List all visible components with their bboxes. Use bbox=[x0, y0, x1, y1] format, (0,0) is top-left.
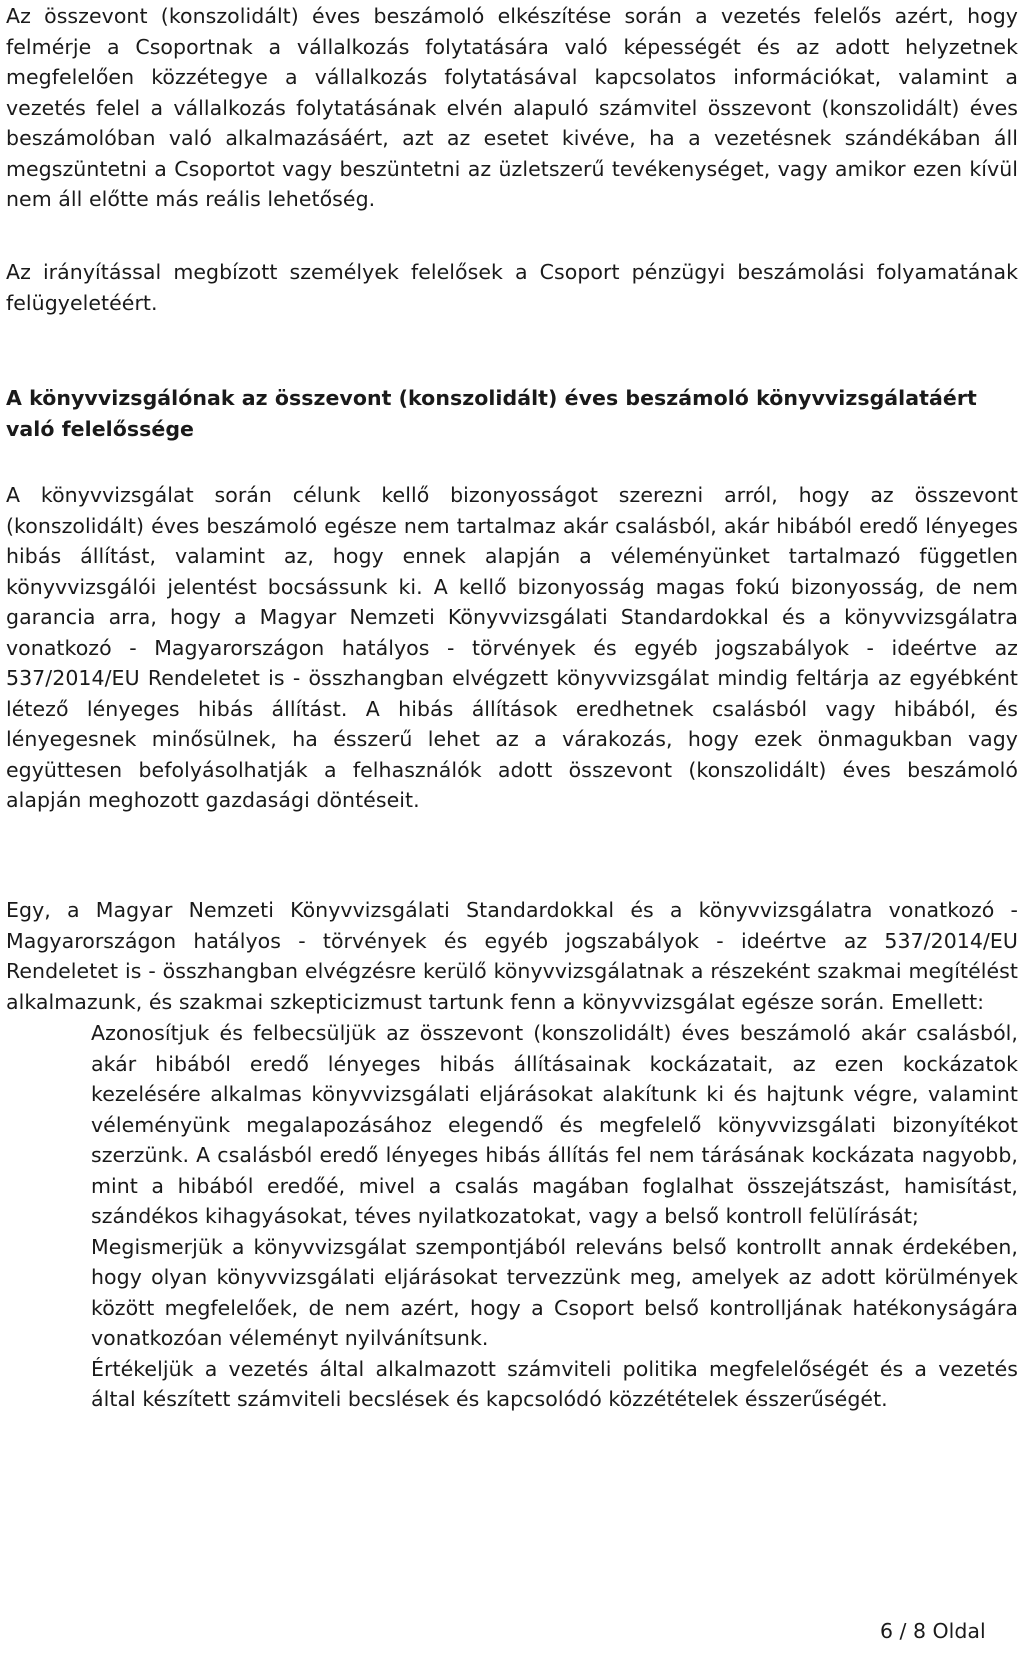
page-number: 6 / 8 Oldal bbox=[880, 1619, 986, 1643]
paragraph-professional-judgment: Egy, a Magyar Nemzeti Könyvvizsgálati Standardokkal és a könyvvizsgálatra vonatkozó - Magyarországon hatályos - törvények és egyéb jogszabályok - ideértve az 537/2014/EU Rendeletet is - összhangban elvégzésre kerülő könyvvizsgálatnak a részeként szakmai megítélést alkalmazunk, és szakmai szkepticizmust tartunk fenn a könyvvizsgálat egésze során. Emellett: bbox=[6, 898, 1018, 1014]
list-item: Azonosítjuk és felbecsüljük az összevont (konszolidált) éves beszámoló akár csalásból, akár hibából eredő lényeges hibás állításainak kockázatait, az ezen kockázatok kezelésére alkalmas könyvvizsgálati eljárásokat alakítunk ki és hajtunk végre, valamint véleményünk megalapozásához elegendő és megfelelő könyvvizsgálati bizonyítékot szerzünk. A csalásból eredő lényeges hibás állítás fel nem tárásának kockázata nagyobb, mint a hibából eredőé, mivel a csalás magában foglalhat összejátszást, hamisítást, szándékos kihagyásokat, téves nyilatkozatokat, vagy a belső kontroll felülírását; bbox=[91, 1021, 1018, 1228]
list-item: Értékeljük a vezetés által alkalmazott számviteli politika megfelelőségét és a vezetés által készített számviteli becslések és kapcsolódó közzétételek ésszerűségét. bbox=[91, 1356, 1018, 1411]
list-item: Megismerjük a könyvvizsgálat szempontjából releváns belső kontrollt annak érdekében, hogy olyan könyvvizsgálati eljárásokat tervezzünk meg, amelyek az adott körülmények között megfelelőek, de nem azért, hogy a Csoport belső kontrolljának hatékonyságára vonatkozóan véleményt nyilvánítsunk. bbox=[91, 1234, 1018, 1350]
paragraph-audit-objective: A könyvvizsgálat során célunk kellő bizonyosságot szerezni arról, hogy az összevont (konszolidált) éves beszámoló egésze nem tartalmaz akár csalásból, akár hibából eredő lényeges hibás állítást, valamint az, hogy ennek alapján a véleményünket tartalmazó független könyvvizsgálói jelentést bocsássunk ki. A kellő bizonyosság magas fokú bizonyosság, de nem garancia arra, hogy a Magyar Nemzeti Könyvvizsgálati Standardokkal és a könyvvizsgálatra vonatkozó - Magyarországon hatályos - törvények és egyéb jogszabályok - ideértve az 537/2014/EU Rendeletet is - összhangban elvégzett könyvvizsgálat mindig feltárja az egyébként létező lényeges hibás állítást. A hibás állítások eredhetnek csalásból vagy hibából, és lényegesnek minősülnek, ha ésszerű lehet az a várakozás, hogy ezek önmagukban vagy együttesen befolyásolhatják a felhasználók adott összevont (konszolidált) éves beszámoló alapján meghozott gazdasági döntéseit. bbox=[6, 483, 1018, 812]
paragraph-going-concern: Az összevont (konszolidált) éves beszámoló elkészítése során a vezetés felelős azért, hogy felmérje a Csoportnak a vállalkozás folytatására való képességét és az adott helyzetnek megfelelően közzétegye a vállalkozás folytatásával kapcsolatos információkat, valamint a vezetés felel a vállalkozás folytatásának elvén alapuló számvitel összevont (konszolidált) éves beszámolóban való alkalmazásáért, azt az esetet kivéve, ha a vezetésnek szándékában áll megszüntetni a Csoportot vagy beszüntetni az üzletszerű tevékenységet, vagy amikor ezen kívül nem áll előtte más reális lehetőség. bbox=[6, 4, 1018, 211]
audit-procedures-list bbox=[91, 1018, 1018, 1415]
section-heading-auditor-responsibility: A könyvvizsgálónak az összevont (konszolidált) éves beszámoló könyvvizsgálatáért való felelőssége bbox=[6, 386, 977, 441]
paragraph-governance: Az irányítással megbízott személyek felelősek a Csoport pénzügyi beszámolási folyamatának felügyeletéért. bbox=[6, 260, 1018, 315]
